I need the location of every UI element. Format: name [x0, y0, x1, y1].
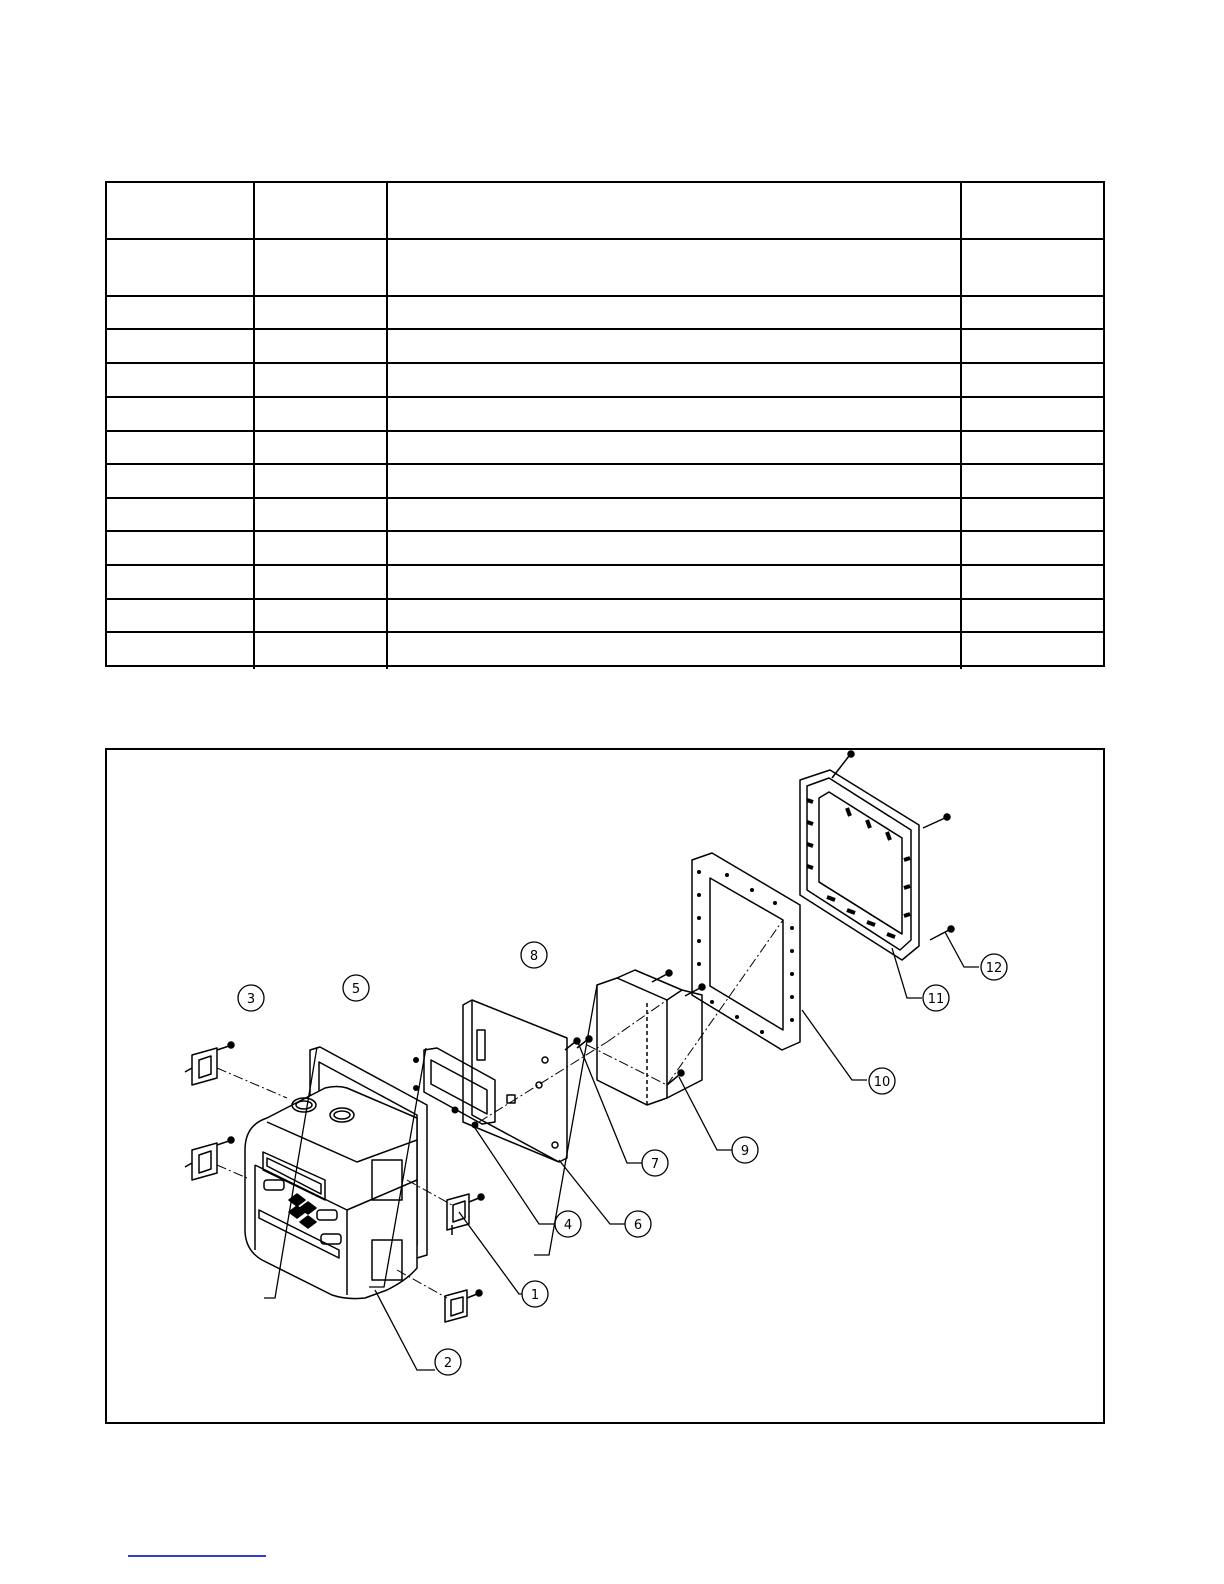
svg-text:6: 6 — [633, 1218, 643, 1233]
callout-10 — [869, 1068, 895, 1094]
gasket — [692, 853, 800, 1050]
svg-text:3: 3 — [246, 992, 256, 1007]
exploded-view-diagram — [105, 748, 1105, 1424]
parts-table-grid — [107, 183, 1107, 669]
footer-link-underline[interactable] — [128, 1555, 266, 1557]
callout-12 — [981, 954, 1007, 980]
svg-text:7: 7 — [650, 1157, 660, 1172]
svg-text:4: 4 — [563, 1218, 573, 1233]
mounting-bracket — [185, 1137, 234, 1180]
svg-text:10: 10 — [873, 1075, 891, 1090]
svg-text:1: 1 — [530, 1288, 540, 1303]
callout-11 — [923, 985, 949, 1011]
callout-4 — [555, 1211, 581, 1237]
rear-screw — [923, 814, 950, 828]
display-nut — [452, 1107, 479, 1129]
callout-6 — [625, 1211, 651, 1237]
mounting-bracket — [185, 1042, 234, 1085]
callout-5 — [343, 975, 369, 1001]
callout-8 — [521, 942, 547, 968]
rear-screw — [930, 926, 954, 940]
front-housing — [245, 1087, 417, 1299]
parts-list-table — [105, 181, 1105, 667]
callout-1 — [522, 1281, 548, 1307]
svg-text:9: 9 — [740, 1144, 750, 1159]
callout-3 — [238, 985, 264, 1011]
svg-text:5: 5 — [351, 982, 361, 997]
circuit-board — [463, 1000, 567, 1162]
mounting-bracket — [447, 1194, 484, 1235]
callout-7 — [642, 1150, 668, 1176]
svg-text:12: 12 — [985, 961, 1003, 976]
callout-2 — [435, 1349, 461, 1375]
svg-text:2: 2 — [443, 1356, 453, 1371]
rear-housing — [800, 770, 919, 960]
svg-text:8: 8 — [529, 949, 539, 964]
mounting-bracket — [445, 1290, 482, 1322]
svg-text:11: 11 — [927, 992, 945, 1007]
callout-9 — [732, 1137, 758, 1163]
exploded-view-drawing — [107, 750, 1107, 1426]
